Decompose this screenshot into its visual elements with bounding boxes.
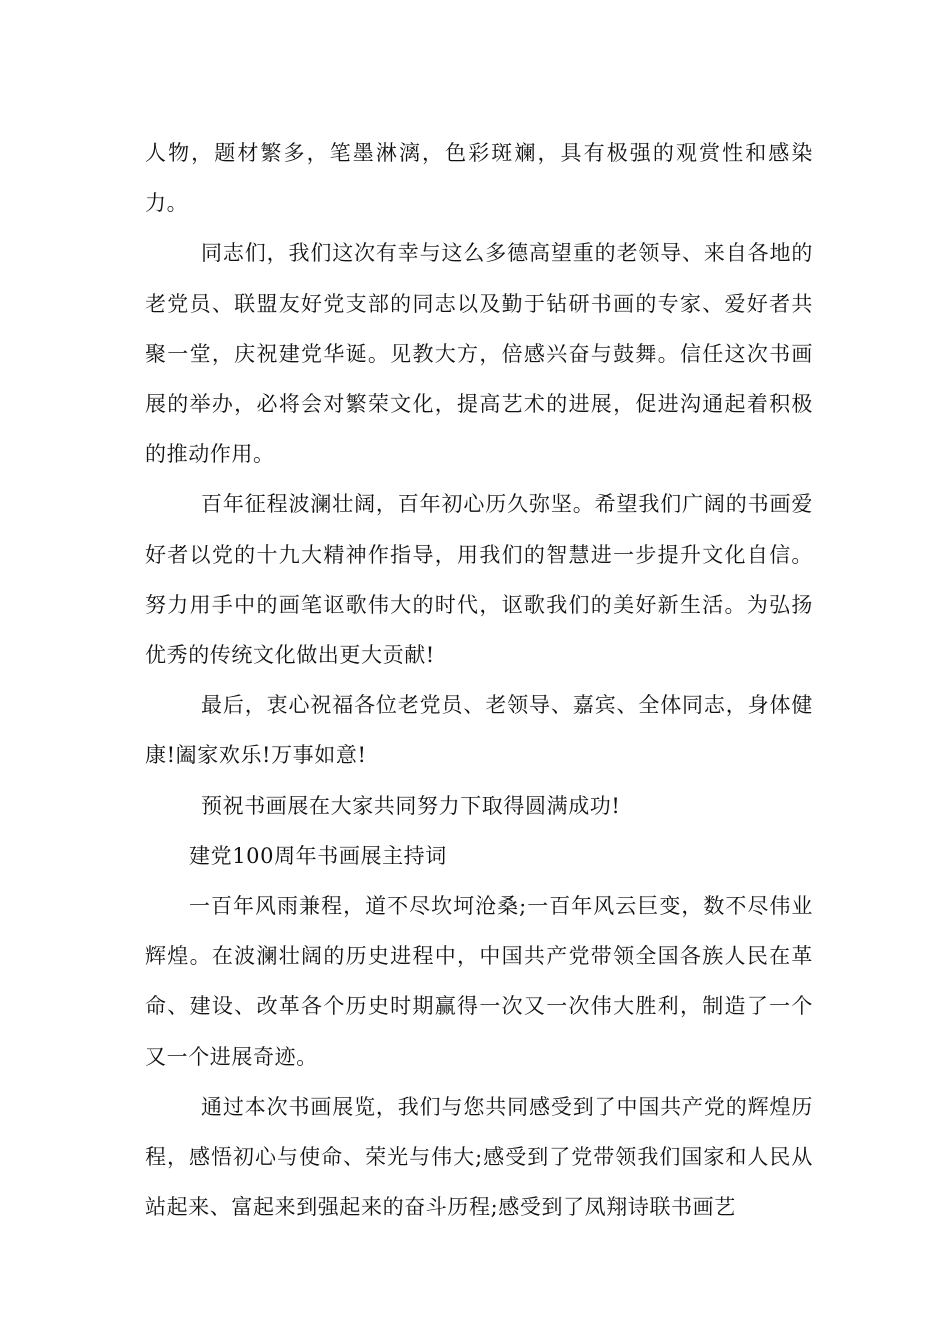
paragraph-5: 预祝书画展在大家共同努力下取得圆满成功! [201, 793, 621, 818]
paragraph-8: 通过本次书画展览，我们与您共同感受到了中国共产党的辉煌历程，感悟初心与使命、荣光与伟大;感受到了党带领我们国家和人民从站起来、富起来到强起来的奋斗历程;感受到了凤翔诗联书画艺 [145, 1094, 813, 1220]
paragraph-4: 最后，衷心祝福各位老党员、老领导、嘉宾、全体同志，身体健康!阖家欢乐!万事如意! [145, 693, 813, 768]
paragraph-7: 一百年风雨兼程，道不尽坎坷沧桑;一百年风云巨变，数不尽伟业辉煌。在波澜壮阔的历史进程中，中国共产党带领全国各族人民在革命、建设、改革各个历史时期赢得一次又一次伟大胜利，制造了一个又一个进展奇迹。 [145, 894, 813, 1069]
paragraph-3: 百年征程波澜壮阔，百年初心历久弥坚。希望我们广阔的书画爱好者以党的十九大精神作指导，用我们的智慧进一步提升文化自信。努力用手中的画笔讴歌伟大的时代，讴歌我们的美好新生活。为弘扬优秀的传统文化做出更大贡献! [145, 492, 813, 668]
paragraph-2: 同志们，我们这次有幸与这么多德高望重的老领导、来自各地的老党员、联盟友好党支部的同志以及勤于钻研书画的专家、爱好者共聚一堂，庆祝建党华诞。见教大方，倍感兴奋与鼓舞。信任这次书画展的举办，必将会对繁荣文化，提高艺术的进展，促进沟通起着积极的推动作用。 [145, 241, 813, 467]
document-body [145, 128, 813, 1232]
section-heading: 建党100周年书画展主持词 [189, 843, 447, 868]
paragraph-1: 人物，题材繁多，笔墨淋漓，色彩斑斓，具有极强的观赏性和感染力。 [145, 141, 813, 216]
